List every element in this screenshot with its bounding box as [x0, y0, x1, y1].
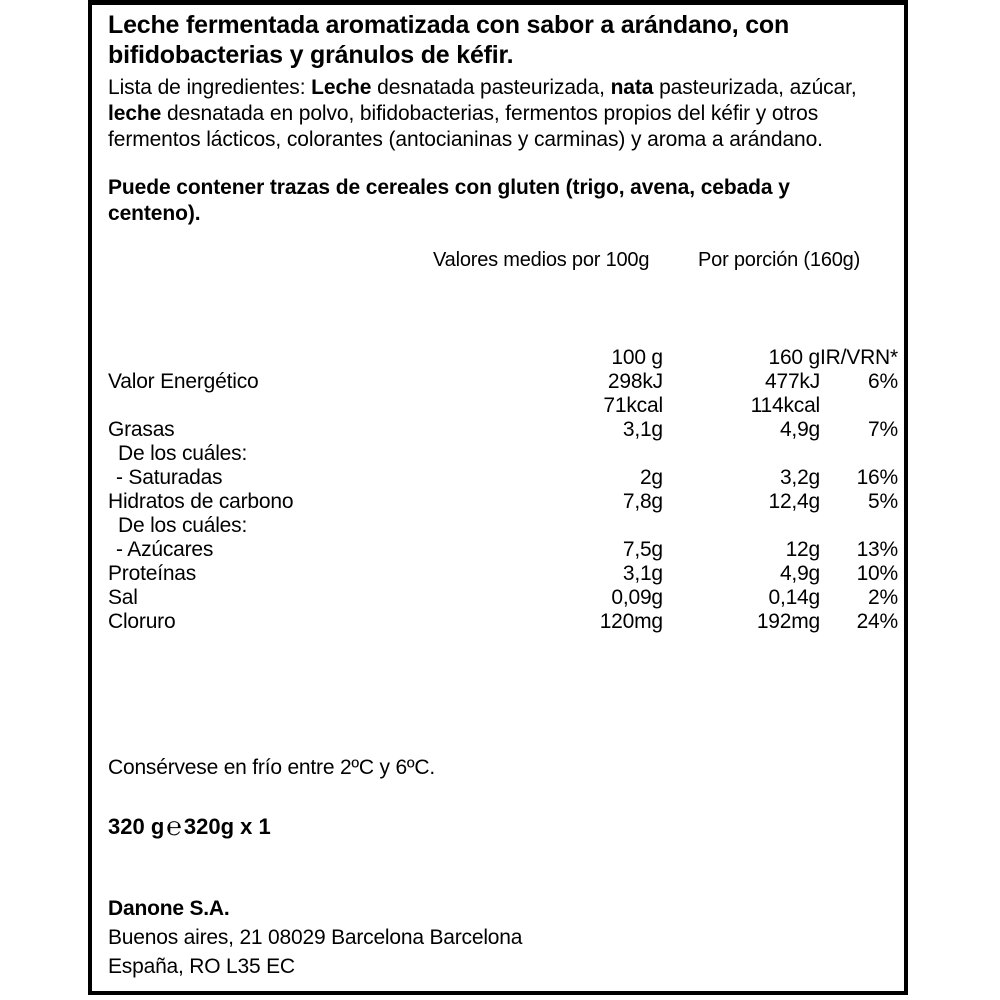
- value-per-portion: [663, 442, 820, 466]
- ingredient-segment-0: Leche: [311, 76, 372, 99]
- ingredient-segment-4: leche: [108, 102, 162, 125]
- nutrient-label: - Azúcares: [116, 538, 214, 561]
- table-column-captions: [108, 249, 896, 279]
- value-per-100g: [491, 442, 662, 466]
- value-per-portion: 3,2g: [779, 466, 821, 489]
- nutrient-label: Sal: [108, 586, 138, 609]
- caption-per-portion: Por porción (160g): [698, 249, 861, 271]
- pack-format-value: 320g x 1: [183, 814, 271, 839]
- ingredient-segment-3: pasteurizada, azúcar,: [653, 76, 857, 99]
- value-percent-ir-vrn: 5%: [868, 490, 898, 513]
- ingredients-prefix: Lista de ingredientes:: [108, 76, 312, 99]
- table-row: [108, 442, 898, 466]
- header-percent-cell: IR/VRN*: [820, 346, 898, 369]
- value-per-100g: 71kcal: [603, 394, 663, 417]
- nutrition-table: [108, 346, 898, 634]
- value-per-portion: 12g: [785, 538, 821, 561]
- nutrient-label: De los cuáles:: [118, 442, 248, 465]
- table-row: [108, 490, 898, 514]
- value-per-portion: 12,4g: [768, 490, 821, 513]
- value-per-100g: 7,5g: [622, 538, 663, 561]
- nutrient-label: Proteínas: [108, 562, 197, 585]
- value-percent-ir-vrn: 7%: [868, 418, 898, 441]
- table-row: [108, 466, 898, 490]
- nutrient-label: Valor Energético: [108, 370, 259, 393]
- value-per-100g: 0,09g: [611, 586, 663, 609]
- ingredient-segment-1: desnatada pasteurizada,: [371, 76, 611, 99]
- value-per-portion: [663, 514, 820, 538]
- value-per-100g: 2g: [639, 466, 663, 489]
- caption-per-100g: Valores medios por 100g: [433, 249, 650, 271]
- ingredients-list: [108, 75, 888, 153]
- table-row: [108, 514, 898, 538]
- nutrient-label: Hidratos de carbono: [108, 490, 294, 513]
- manufacturer-block: [108, 894, 896, 981]
- value-per-portion: 477kJ: [764, 370, 821, 393]
- table-row: [108, 370, 898, 394]
- value-percent-ir-vrn: 10%: [856, 562, 898, 585]
- nutrient-label: - Saturadas: [116, 466, 223, 489]
- table-row: [108, 418, 898, 442]
- table-row: [108, 538, 898, 562]
- value-percent-ir-vrn: 2%: [868, 586, 898, 609]
- value-per-100g: [491, 514, 662, 538]
- net-weight-value: 320 g: [108, 814, 165, 839]
- nutrient-label: De los cuáles:: [118, 514, 248, 537]
- value-per-100g: 3,1g: [622, 418, 663, 441]
- ingredient-segment-5: desnatada en polvo, bifidobacterias, fermentos propios del kéfir y otros fermentos lácticos, colorantes (antocianinas y carminas) y aroma a arándano.: [108, 102, 823, 151]
- value-percent-ir-vrn: 16%: [856, 466, 898, 489]
- table-row: [108, 586, 898, 610]
- manufacturer-name: Danone S.A.: [108, 897, 230, 920]
- value-percent-ir-vrn: 13%: [856, 538, 898, 561]
- net-weight-line: [108, 811, 896, 842]
- nutrition-label-frame: [88, 0, 908, 995]
- manufacturer-address-line-2: España, RO L35 EC: [108, 955, 295, 978]
- product-title: Leche fermentada aromatizada con sabor a arándano, con bifidobacterias y gránulos de kéfir.: [108, 11, 790, 69]
- estimated-sign-icon: ℮: [166, 811, 182, 841]
- value-percent-ir-vrn: 24%: [856, 610, 898, 633]
- value-per-100g: 298kJ: [607, 370, 663, 393]
- nutrient-label: Cloruro: [108, 610, 176, 633]
- value-per-portion: 0,14g: [768, 586, 821, 609]
- value-percent-ir-vrn: [820, 442, 898, 466]
- value-per-100g: 3,1g: [622, 562, 663, 585]
- value-per-100g: 7,8g: [622, 490, 663, 513]
- value-per-portion: 4,9g: [779, 418, 821, 441]
- value-percent-ir-vrn: [820, 394, 898, 418]
- value-per-portion: 114kcal: [750, 394, 821, 417]
- value-percent-ir-vrn: 6%: [868, 370, 898, 393]
- table-row: [108, 610, 898, 634]
- table-header-row: [108, 346, 898, 370]
- nutrient-label: Grasas: [108, 418, 175, 441]
- header-160g-cell: 160 g: [768, 346, 821, 369]
- value-percent-ir-vrn: [820, 514, 898, 538]
- table-row: [108, 562, 898, 586]
- allergen-warning: Puede contener trazas de cereales con gluten (trigo, avena, cebada y centeno).: [108, 176, 790, 225]
- header-label-cell: [108, 346, 491, 370]
- nutrient-label: [108, 394, 491, 418]
- nutrition-table-body: [108, 346, 898, 634]
- label-content: [108, 5, 896, 981]
- manufacturer-address-line-1: Buenos aires, 21 08029 Barcelona Barcelona: [108, 926, 523, 949]
- value-per-portion: 192mg: [756, 610, 821, 633]
- storage-instruction: Consérvese en frío entre 2ºC y 6ºC.: [108, 756, 435, 779]
- value-per-100g: 120mg: [599, 610, 663, 633]
- header-100g-cell: 100 g: [611, 346, 663, 369]
- ingredient-segment-2: nata: [610, 76, 654, 99]
- table-row: [108, 394, 898, 418]
- value-per-portion: 4,9g: [779, 562, 821, 585]
